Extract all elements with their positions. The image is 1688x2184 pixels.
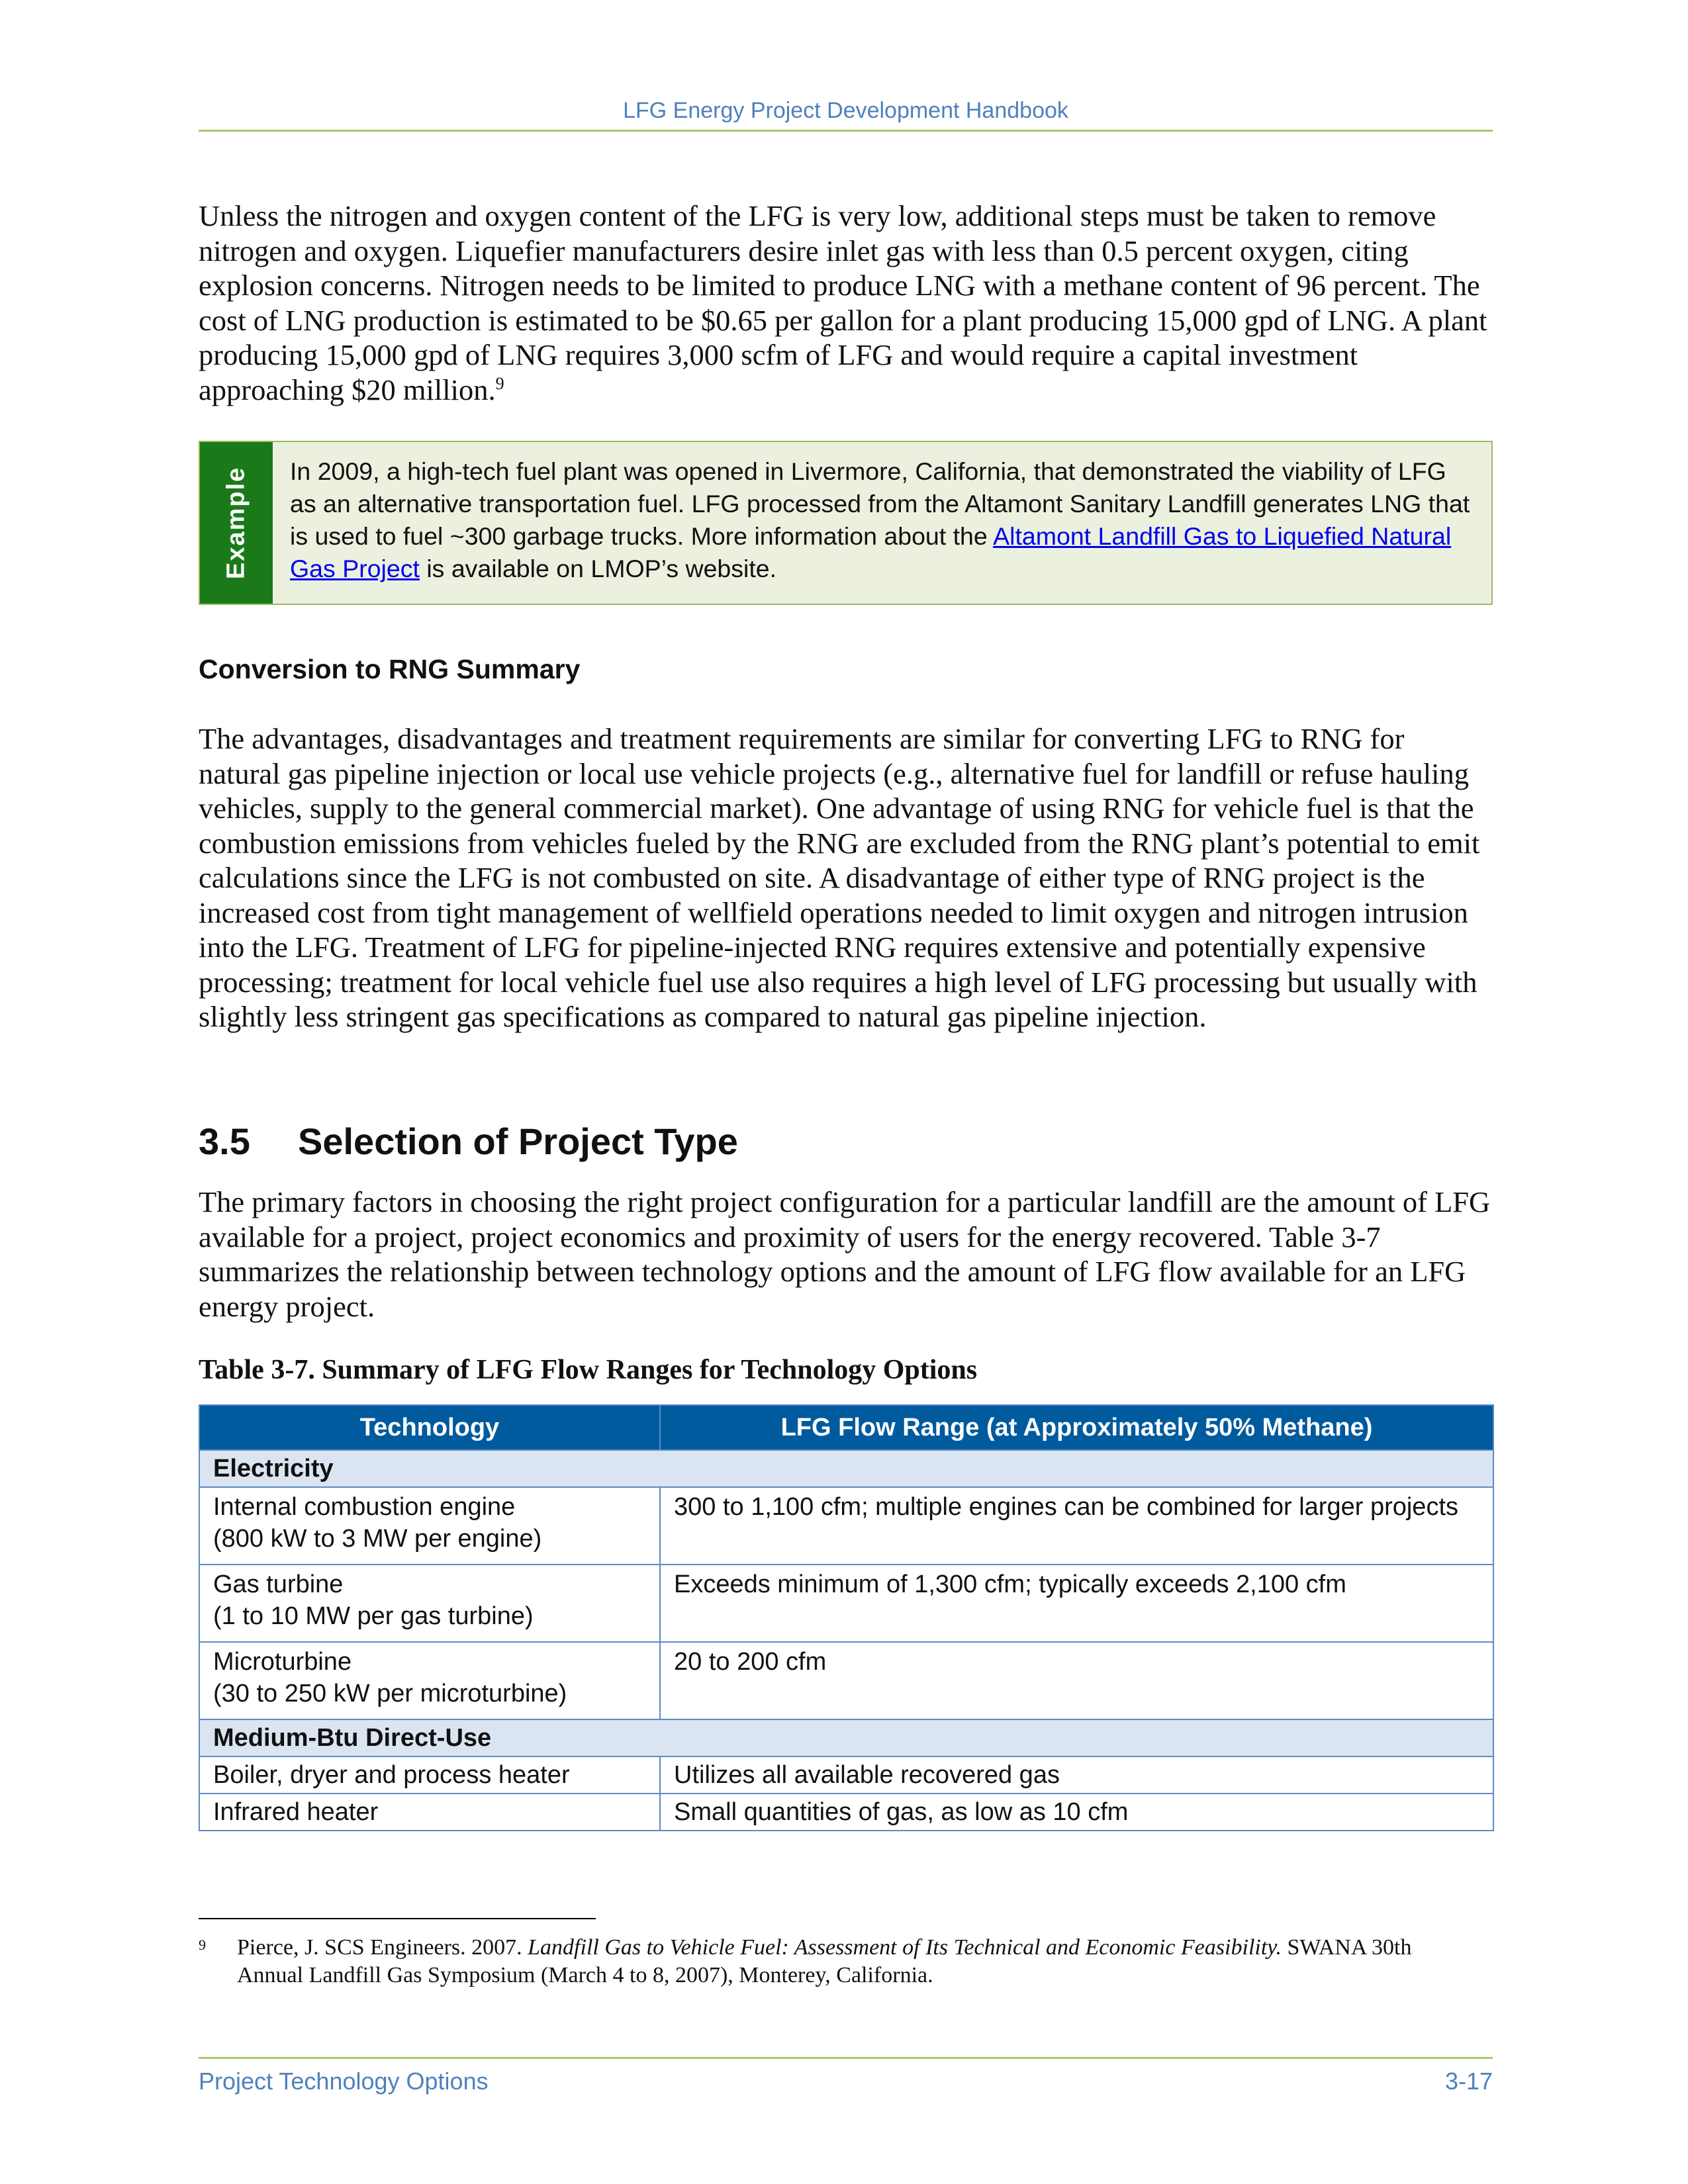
tech-detail: (1 to 10 MW per gas turbine) [213, 1602, 534, 1630]
footnote-text [237, 1934, 1481, 1989]
tech-cell: Boiler, dryer and process heater [199, 1756, 660, 1794]
section-heading [199, 1120, 738, 1163]
tech-name: Microturbine [213, 1648, 352, 1676]
table-group-row [199, 1450, 1493, 1487]
intro-paragraph [199, 199, 1493, 407]
tech-detail: (30 to 250 kW per microturbine) [213, 1680, 567, 1707]
tech-name: Gas turbine [213, 1570, 344, 1598]
table-row [199, 1565, 1493, 1642]
footnote-text-after: SWANA 30th Annual Landfill Gas Symposium (March 4 to 8, 2007), Monterey, California. [237, 1935, 1412, 1987]
flow-range-table [199, 1404, 1494, 1831]
section-number: 3.5 [199, 1120, 250, 1162]
example-tab-label: Example [222, 466, 250, 580]
table-row [199, 1487, 1493, 1565]
table-header-row [199, 1405, 1493, 1450]
rng-summary-paragraph: The advantages, disadvantages and treatment requirements are similar for converting LFG to RNG for natural gas pipeline injection or local use vehicle projects (e.g., alternative fuel for landfill or refuse hauling vehicles, supply to the general commercial market). One advantage of using RNG for vehicle fuel is that the combustion emissions from vehicles fueled by the RNG are excluded from the RNG plant’s potential to emit calculations since the LFG is not combusted on site. A disadvantage of either type of RNG project is the increased cost from tight management of wellfield operations needed to limit oxygen and nitrogen intrusion into the LFG. Treatment of LFG for pipeline-injected RNG requires extensive and potentially expensive processing; treatment for local vehicle fuel use also requires a high level of LFG processing but usually with slightly less stringent gas specifications as compared to natural gas pipeline injection. [199, 722, 1480, 1033]
footnote-reference[interactable]: 9 [495, 373, 504, 393]
example-text [290, 455, 1475, 585]
group-electricity: Electricity [199, 1450, 1493, 1487]
footnote-number: 9 [199, 1936, 206, 1953]
table-group-row [199, 1719, 1493, 1756]
page-number: 3-17 [1444, 2068, 1493, 2095]
tech-cell [199, 1642, 660, 1719]
group-medium-btu: Medium-Btu Direct-Use [199, 1719, 1493, 1756]
flow-cell: 20 to 200 cfm [660, 1642, 1493, 1719]
flow-cell: Utilizes all available recovered gas [660, 1756, 1493, 1794]
example-text-before: In 2009, a high-tech fuel plant was opened in Livermore, California, that demonstrated the viability of LFG as an alternative transportation fuel. LFG processed from the Altamont Sanitary Landfill generates LNG that is used to fuel ~300 garbage trucks. More information about the [290, 457, 1470, 550]
header-rule [199, 130, 1493, 132]
table-row [199, 1756, 1493, 1794]
tech-name: Internal combustion engine [213, 1493, 516, 1521]
footer-section-name: Project Technology Options [199, 2068, 489, 2095]
intro-text: Unless the nitrogen and oxygen content of the LFG is very low, additional steps must be taken to remove nitrogen and oxygen. Liquefier manufacturers desire inlet gas with less than 0.5 percent oxygen, citing explosion concerns. Nitrogen needs to be limited to produce LNG with a methane content of 96 percent. The cost of LNG production is estimated to be $0.65 per gallon for a plant producing 15,000 gpd of LNG. A plant producing 15,000 gpd of LNG requires 3,000 scfm of LFG and would require a capital investment approaching $20 million. [199, 199, 1487, 406]
footnote-title: Landfill Gas to Vehicle Fuel: Assessment of Its Technical and Economic Feasibility. [528, 1935, 1282, 1960]
table-row [199, 1794, 1493, 1831]
tech-cell [199, 1487, 660, 1565]
document-page [199, 0, 1493, 2184]
table-caption: Table 3-7. Summary of LFG Flow Ranges for Technology Options [199, 1355, 978, 1385]
flow-cell: Exceeds minimum of 1,300 cfm; typically exceeds 2,100 cfm [660, 1565, 1493, 1642]
tech-cell: Infrared heater [199, 1794, 660, 1831]
example-text-after: is available on LMOP’s website. [419, 555, 777, 582]
running-header: LFG Energy Project Development Handbook [623, 98, 1068, 123]
footnote-rule [199, 1918, 596, 1919]
footer-rule [199, 2057, 1493, 2059]
section-paragraph: The primary factors in choosing the right project configuration for a particular landfill are the amount of LFG available for a project, project economics and proximity of users for the energy recovered. Table 3-7 summarizes the relationship between technology options and the amount of LFG flow available for an LFG energy project. [199, 1185, 1491, 1323]
footnote-text-before: Pierce, J. SCS Engineers. 2007. [237, 1935, 528, 1960]
section-title: Selection of Project Type [298, 1120, 738, 1162]
flow-cell: 300 to 1,100 cfm; multiple engines can be combined for larger projects [660, 1487, 1493, 1565]
column-header-technology: Technology [199, 1405, 660, 1450]
example-callout [199, 441, 1493, 605]
table-row [199, 1642, 1493, 1719]
altamont-project-link[interactable]: Altamont Landfill Gas to Liquefied Natural Gas Project [290, 522, 1452, 582]
column-header-flow-range: LFG Flow Range (at Approximately 50% Methane) [660, 1405, 1493, 1450]
tech-cell [199, 1565, 660, 1642]
flow-cell: Small quantities of gas, as low as 10 cfm [660, 1794, 1493, 1831]
example-tab [200, 442, 273, 604]
rng-summary-heading: Conversion to RNG Summary [199, 654, 581, 684]
tech-detail: (800 kW to 3 MW per engine) [213, 1525, 542, 1553]
